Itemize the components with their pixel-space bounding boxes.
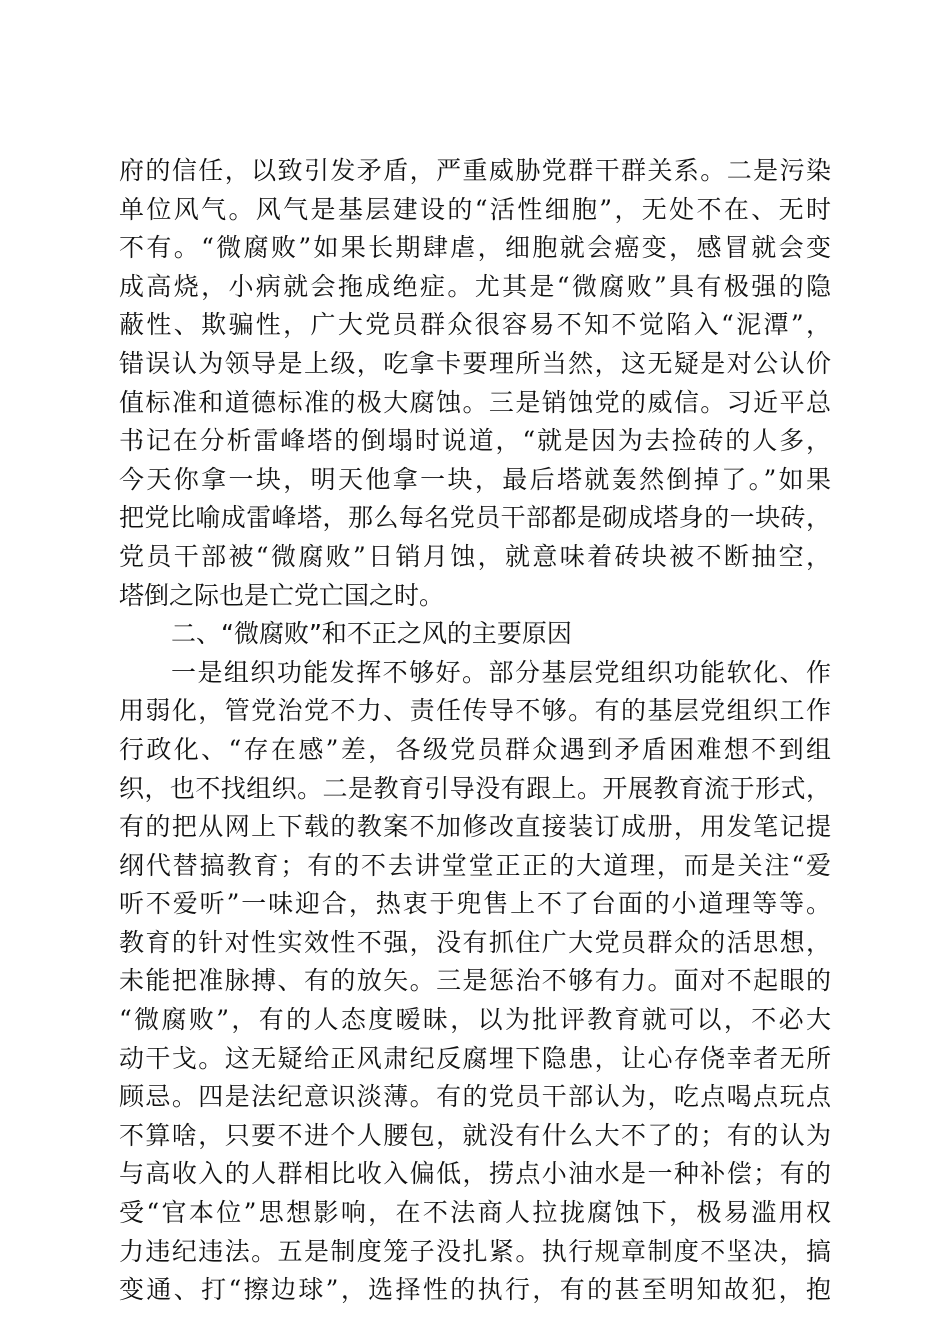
paragraph-1-line: 不有。“微腐败”如果长期肆虐，细胞就会癌变，感冒就会变 bbox=[119, 233, 831, 263]
paragraph-1-line: 书记在分析雷峰塔的倒塌时说道，“就是因为去捡砖的人多， bbox=[119, 426, 831, 456]
paragraph-2-line: 听不爱听”一味迎合，热衷于兜售上不了台面的小道理等等。 bbox=[119, 889, 831, 919]
paragraph-2-line: 力违纪违法。五是制度笼子没扎紧。执行规章制度不坚决，搞 bbox=[119, 1236, 831, 1266]
paragraph-1-line: 单位风气。风气是基层建设的“活性细胞”，无处不在、无时 bbox=[119, 194, 831, 224]
paragraph-2-line: 变通、打“擦边球”，选择性的执行，有的甚至明知故犯，抱 bbox=[119, 1275, 831, 1305]
paragraph-2-line: 未能把准脉搏、有的放矢。三是惩治不够有力。面对不起眼的 bbox=[119, 966, 831, 996]
paragraph-1-line: 党员干部被“微腐败”日销月蚀，就意味着砖块被不断抽空， bbox=[119, 541, 831, 571]
paragraph-1-line: 府的信任，以致引发矛盾，严重威胁党群干群关系。二是污染 bbox=[119, 156, 831, 185]
paragraph-2-line: “微腐败”，有的人态度暧昧，以为批评教育就可以，不必大 bbox=[119, 1005, 831, 1035]
paragraph-1-line: 错误认为领导是上级，吃拿卡要理所当然，这无疑是对公认价 bbox=[119, 348, 831, 378]
paragraph-2-line: 受“官本位”思想影响，在不法商人拉拢腐蚀下，极易滥用权 bbox=[119, 1198, 831, 1228]
paragraph-2-line: 不算啥，只要不进个人腰包，就没有什么大不了的；有的认为 bbox=[119, 1120, 831, 1150]
document-body bbox=[119, 152, 831, 1310]
paragraph-2-line: 与高收入的人群相比收入偏低，捞点小油水是一种补偿；有的 bbox=[119, 1159, 831, 1189]
paragraph-1-line: 蔽性、欺骗性，广大党员群众很容易不知不觉陷入“泥潭”， bbox=[119, 310, 831, 340]
paragraph-2-line: 一是组织功能发挥不够好。部分基层党组织功能软化、作 bbox=[171, 657, 831, 687]
paragraph-1-line: 把党比喻成雷峰塔，那么每名党员干部都是砌成塔身的一块砖， bbox=[119, 503, 831, 533]
section-heading: 二、“微腐败”和不正之风的主要原因 bbox=[171, 619, 572, 649]
paragraph-2-line: 顾忌。四是法纪意识淡薄。有的党员干部认为，吃点喝点玩点 bbox=[119, 1082, 831, 1112]
paragraph-1-line: 今天你拿一块，明天他拿一块，最后塔就轰然倒掉了。”如果 bbox=[119, 464, 831, 494]
paragraph-2-line: 行政化、“存在感”差，各级党员群众遇到矛盾困难想不到组 bbox=[119, 734, 831, 764]
paragraph-2-line: 织，也不找组织。二是教育引导没有跟上。开展教育流于形式， bbox=[119, 773, 831, 803]
paragraph-2-line: 动干戈。这无疑给正风肃纪反腐埋下隐患，让心存侥幸者无所 bbox=[119, 1043, 831, 1073]
paragraph-2-line: 用弱化，管党治党不力、责任传导不够。有的基层党组织工作 bbox=[119, 696, 831, 726]
paragraph-1-line: 成高烧，小病就会拖成绝症。尤其是“微腐败”具有极强的隐 bbox=[119, 271, 831, 301]
paragraph-2-line: 纲代替搞教育；有的不去讲堂堂正正的大道理，而是关注“爱 bbox=[119, 850, 831, 880]
paragraph-1-line: 值标准和道德标准的极大腐蚀。三是销蚀党的威信。习近平总 bbox=[119, 387, 831, 417]
paragraph-2-line: 有的把从网上下载的教案不加修改直接装订成册，用发笔记提 bbox=[119, 812, 831, 842]
paragraph-2-line: 教育的针对性实效性不强，没有抓住广大党员群众的活思想， bbox=[119, 927, 831, 957]
paragraph-1-line: 塔倒之际也是亡党亡国之时。 bbox=[119, 580, 445, 610]
